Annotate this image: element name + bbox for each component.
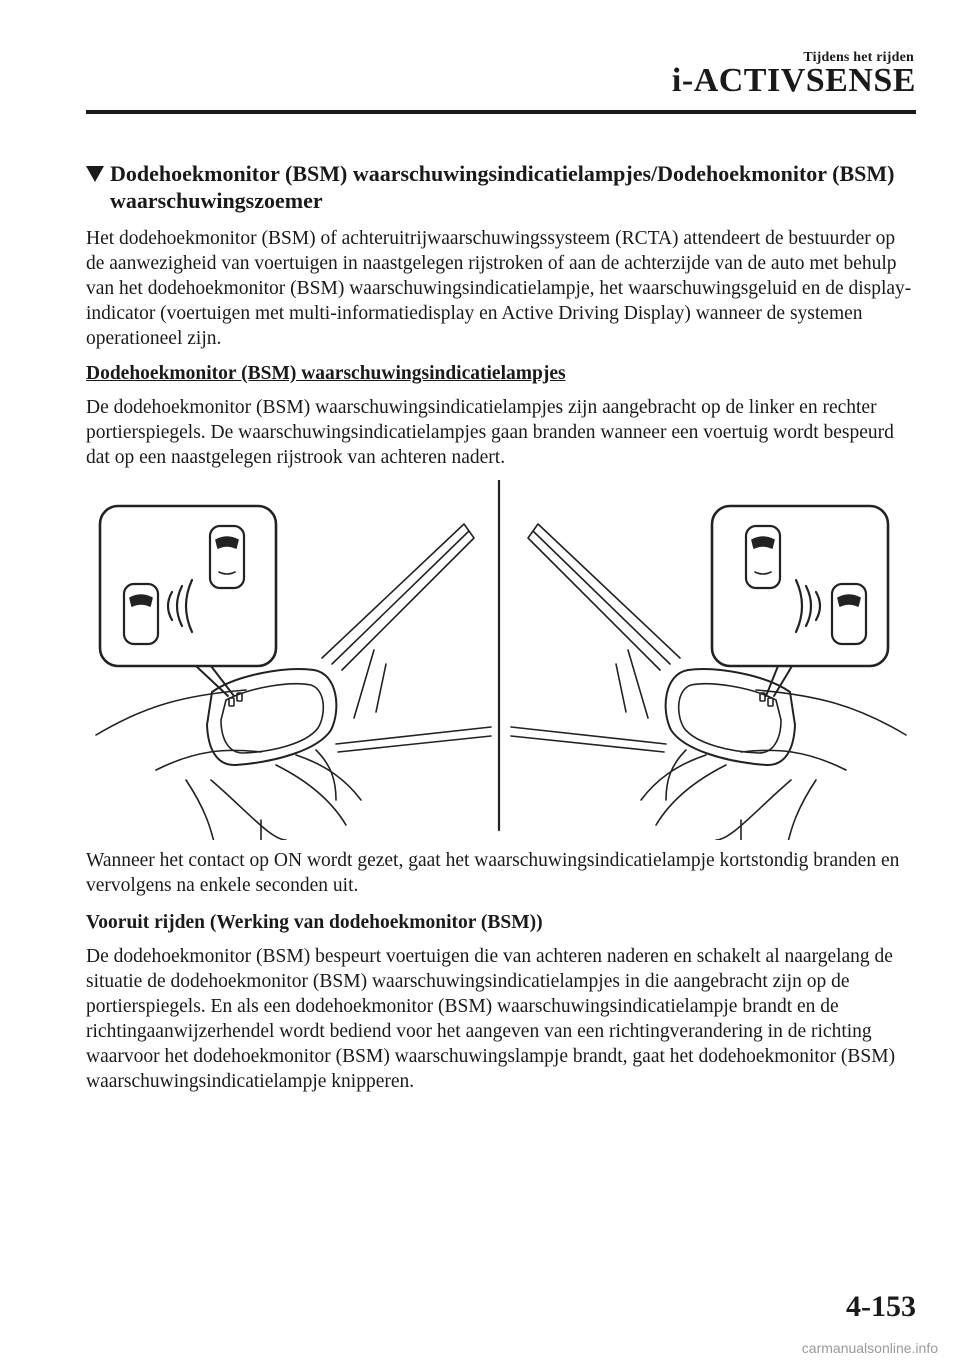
header-rule: [86, 110, 916, 114]
mirror-illustration: [86, 480, 916, 840]
subheading-forward-driving: Vooruit rijden (Werking van dodehoekmonitor (BSM)): [86, 912, 543, 933]
bsm-indicator-icon: [229, 698, 234, 706]
chapter-label: Tijdens het rijden: [803, 50, 914, 65]
description-paragraph: De dodehoekmonitor (BSM) waarschuwingsindicatielampjes zijn aangebracht op de linker en rechter portierspiegels. De waarschuwingsindicatielampjes gaan branden wanneer een voertuig wordt bespeurd dat op een naastgelegen rijstrook van achteren nadert.: [86, 397, 894, 468]
page-content: [86, 160, 916, 1094]
after-figure-paragraph: Wanneer het contact op ON wordt gezet, gaat het waarschuwingsindicatielampje kortstondig branden en vervolgens na enkele seconden uit.: [86, 850, 900, 896]
mirror-illustration-svg: [86, 480, 916, 840]
subheading-bsm-lamps: Dodehoekmonitor (BSM) waarschuwingsindicatielampjes: [86, 363, 566, 384]
intro-paragraph: Het dodehoekmonitor (BSM) of achteruitrijwaarschuwingssysteem (RCTA) attendeert de bestuurder op de aanwezigheid van voertuigen in naastgelegen rijstroken of aan de achterzijde van de auto met behulp van het dodehoekmonitor (BSM) waarschuwingsindicatielampje, het waarschuwingsgeluid en de display-indicator (voertuigen met multi-informatiedisplay en Active Driving Display) wanneer de systemen operationeel zijn.: [86, 228, 912, 349]
forward-driving-paragraph: De dodehoekmonitor (BSM) bespeurt voertuigen die van achteren naderen en schakelt al naargelang de situatie de dodehoekmonitor (BSM) waarschuwingsindicatielampjes in die aangebracht zijn op de portierspiegels. En als een dodehoekmonitor (BSM) waarschuwingsindicatielampje brandt en de richtingaanwijzerhendel wordt bediend voor het aangeven van een richtingverandering in de richting waarvoor het dodehoekmonitor (BSM) waarschuwingslampje brandt, gaat het dodehoekmonitor (BSM) waarschuwingsindicatielampje knipperen.: [86, 946, 896, 1092]
section-heading: [86, 160, 916, 214]
page-number: 4-153: [846, 1290, 916, 1323]
heading-triangle-icon: [86, 166, 104, 182]
section-heading-text: Dodehoekmonitor (BSM) waarschuwingsindicatielampjes/Dodehoekmonitor (BSM) waarschuwingszoemer: [110, 161, 895, 213]
section-title: i-ACTIVSENSE: [671, 62, 916, 99]
watermark-link[interactable]: carmanualsonline.info: [801, 1340, 938, 1356]
